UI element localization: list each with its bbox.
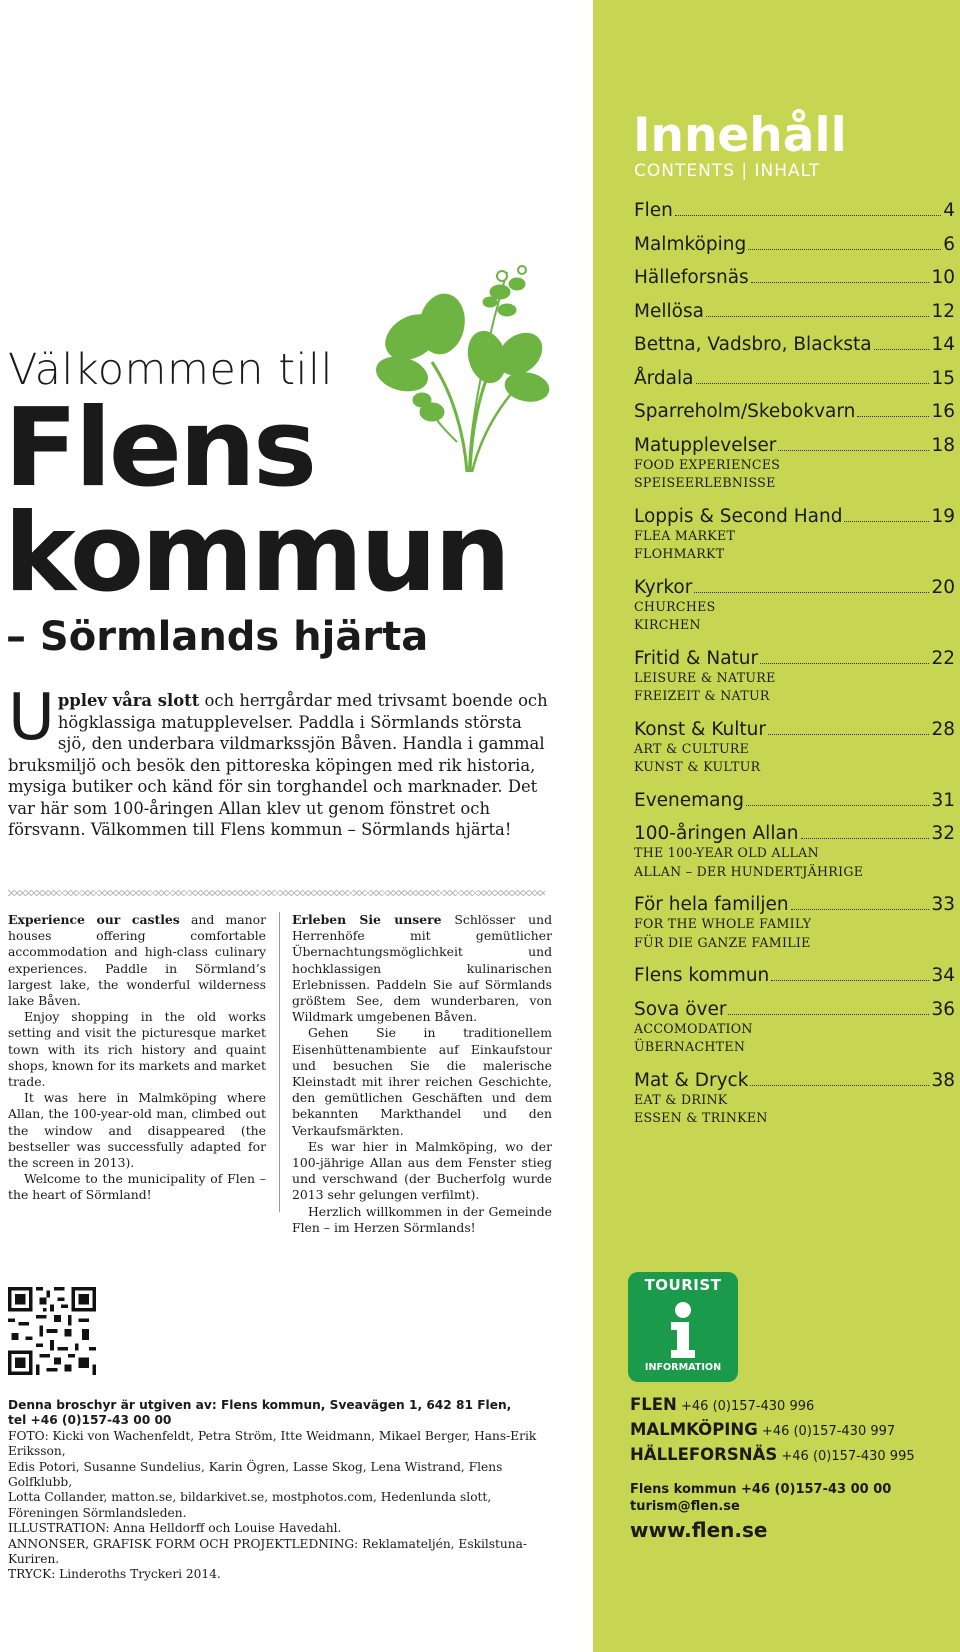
toc-label: Mat & Dryck <box>634 1069 749 1091</box>
intro-dropcap: U <box>8 681 55 755</box>
toc-translation: THE 100-YEAR OLD ALLAN <box>634 845 819 860</box>
toc-leader-dots <box>746 805 930 806</box>
german-column <box>292 912 552 1236</box>
toc-entry <box>634 577 955 635</box>
toc-page-number: 4 <box>943 200 955 221</box>
toc-page-number: 10 <box>931 267 955 288</box>
toc-entry <box>634 719 955 777</box>
toc-label: Evenemang <box>634 789 744 811</box>
imprint <box>8 1398 568 1583</box>
title-kommun: kommun <box>4 491 508 616</box>
toc-entry <box>634 648 955 706</box>
toc-translation: FOR THE WHOLE FAMILY <box>634 916 812 931</box>
toc-page-number: 38 <box>931 1069 955 1091</box>
english-bold: Experience our castles <box>8 912 180 927</box>
toc-leader-dots <box>791 909 930 910</box>
toc-page-number: 18 <box>931 434 955 456</box>
toc-row <box>634 301 955 322</box>
toc-page-number: 19 <box>931 505 955 527</box>
toc-translation: SPEISEERLEBNISSE <box>634 475 776 490</box>
toc-translation: ALLAN – DER HUNDERTJÄHRIGE <box>634 863 864 879</box>
toc-translation: ESSEN & TRINKEN <box>634 1110 768 1125</box>
toc-entry <box>634 965 955 986</box>
toc-row <box>634 719 955 740</box>
imprint-photo-4: Föreningen Sörmlandsleden. <box>8 1505 187 1520</box>
toc-translation: ART & CULTURE <box>634 740 750 756</box>
toc-page-number: 20 <box>931 576 955 598</box>
toc-entry <box>634 506 955 564</box>
toc-page-number: 14 <box>931 334 955 355</box>
toc-label: Flen <box>634 200 673 221</box>
toc-leader-dots <box>696 383 930 384</box>
malmkoping-office-name: MALMKÖPING <box>630 1420 758 1439</box>
toc-translation: KIRCHEN <box>634 617 701 632</box>
toc-translation: KUNST & KULTUR <box>634 759 761 774</box>
toc-entry <box>634 200 955 221</box>
toc-leader-dots <box>728 1014 929 1015</box>
imprint-publisher: Denna broschyr är utgiven av: Flens kommun, Sveavägen 1, 642 81 Flen, <box>8 1398 512 1412</box>
german-p3: Es war hier in Malmköping, wo der 100-jährige Allan aus dem Fenster stieg und verschwand (der Bucherfolg wurde 2013 sehr gelungen verfilmt). <box>292 1138 552 1203</box>
toc-label: Malmköping <box>634 233 747 255</box>
english-column <box>8 912 266 1204</box>
toc-leader-dots <box>760 663 929 664</box>
toc-translation: LEISURE & NATURE <box>634 669 776 685</box>
contents-title: Innehåll <box>633 108 847 163</box>
toc-row <box>634 790 955 811</box>
toc-translation: FÜR DIE GANZE FAMILIE <box>634 934 811 950</box>
toc-row <box>634 1070 955 1091</box>
flen-office-phone: +46 (0)157-430 996 <box>681 1399 815 1414</box>
intro-text: och herrgårdar med trivsamt boende och högklassiga matupplevelser. Paddla i Sörmlands största sjö, den underbara vildmarkssjön Båven. Handla i gammal bruksmiljö och besök den pittoreska köpingen med rik historia, mysiga butiker och känd för sin torghandel och marknader. Det var här som 100-åringen Allan klev ut genom fönstret och försvann. Välkommen till Flens kommun – Sörmlands hjärta! <box>8 691 548 839</box>
toc-row <box>634 334 955 355</box>
toc-label: Fritid & Natur <box>634 647 759 669</box>
toc-leader-dots <box>857 416 929 417</box>
toc-entry <box>634 435 955 493</box>
german-p2: Gehen Sie in traditionellem Eisenhüttenambiente auf Einkaufstour und besuchen Sie die malerische Kleinstadt mit ihrer reichen Geschichte, den gemütlichen Geschäften und dem bekannten Markthandel und den Verkaufsmärkten. <box>292 1025 552 1138</box>
german-p4: Herzlich willkommen in der Gemeinde Flen – im Herzen Sörmlands! <box>292 1203 552 1235</box>
toc-label: Kyrkor <box>634 576 693 598</box>
toc-leader-dots <box>844 521 929 522</box>
website-link[interactable]: www.flen.se <box>630 1518 768 1542</box>
toc-label: Hälleforsnäs <box>634 267 749 288</box>
toc-label: För hela familjen <box>634 894 789 915</box>
toc-page-number: 36 <box>931 998 955 1020</box>
toc-page-number: 28 <box>931 718 955 740</box>
toc-leader-dots <box>706 316 930 317</box>
intro-paragraph <box>8 681 548 841</box>
toc-entry <box>634 823 955 881</box>
toc-label: Flens kommun <box>634 965 770 986</box>
toc-row <box>634 200 955 221</box>
toc-row <box>634 823 955 844</box>
toc-translation: ÜBERNACHTEN <box>634 1039 746 1054</box>
subtitle-sormlands-hjarta: – Sörmlands hjärta <box>6 614 429 660</box>
toc-leader-dots <box>748 249 941 250</box>
toc-row <box>634 506 955 527</box>
toc-entry <box>634 234 955 255</box>
toc-entry <box>634 894 955 952</box>
toc-row <box>634 965 955 986</box>
imprint-ads: ANNONSER, GRAFISK FORM OCH PROJEKTLEDNING: Reklamateljén, Eskilstuna-Kuriren. <box>8 1536 527 1567</box>
toc-entry <box>634 401 955 422</box>
flen-office-name: FLEN <box>630 1395 677 1414</box>
toc-entry <box>634 999 955 1057</box>
toc-entry <box>634 790 955 811</box>
toc-row <box>634 401 955 422</box>
toc-translation: FOOD EXPERIENCES <box>634 456 781 472</box>
toc-label: 100-åringen Allan <box>634 823 799 844</box>
tourist-information-logo <box>628 1272 738 1382</box>
toc-entry <box>634 301 955 322</box>
contact-info <box>630 1393 950 1542</box>
column-rule <box>279 912 280 1212</box>
information-label: INFORMATION <box>644 1362 722 1373</box>
imprint-print: TRYCK: Linderoths Tryckeri 2014. <box>8 1567 221 1582</box>
toc-entry <box>634 368 955 389</box>
info-icon <box>651 1296 715 1360</box>
english-p4: Welcome to the municipality of Flen – the heart of Sörmland! <box>8 1171 266 1203</box>
toc-leader-dots <box>771 980 929 981</box>
imprint-illustration: ILLUSTRATION: Anna Helldorff och Louise Havedahl. <box>8 1521 342 1536</box>
email-link[interactable]: turism@flen.se <box>630 1499 740 1514</box>
toc-page-number: 31 <box>931 789 955 811</box>
table-of-contents <box>634 200 955 1141</box>
toc-row <box>634 368 955 389</box>
toc-leader-dots <box>778 450 929 451</box>
toc-leader-dots <box>874 349 930 350</box>
toc-page-number: 33 <box>931 894 955 915</box>
tourist-label: TOURIST <box>644 1276 722 1294</box>
toc-row <box>634 234 955 255</box>
toc-leader-dots <box>675 215 941 216</box>
german-bold: Erleben Sie unsere <box>292 912 442 927</box>
toc-label: Konst & Kultur <box>634 718 766 740</box>
imprint-phone: tel +46 (0)157-43 00 00 <box>8 1413 172 1428</box>
toc-row <box>634 435 955 456</box>
toc-label: Loppis & Second Hand <box>634 505 843 527</box>
english-p1: and manor houses offering comfortable accommodation and high-class culinary experiences. Paddle in Sörmland’s largest lake, the wonderful wilderness lake Båven. <box>8 912 266 1009</box>
toc-page-number: 22 <box>931 647 955 669</box>
halleforsnas-office-name: HÄLLEFORSNÄS <box>630 1445 778 1464</box>
toc-translation: CHURCHES <box>634 598 716 614</box>
toc-label: Matupplevelser <box>634 434 777 456</box>
halleforsnas-office-phone: +46 (0)157-430 995 <box>781 1449 915 1464</box>
qr-code <box>8 1287 96 1375</box>
toc-row <box>634 648 955 669</box>
toc-page-number: 12 <box>931 300 955 322</box>
sidebar-scalloped-edge <box>588 0 598 1652</box>
toc-label: Mellösa <box>634 300 704 322</box>
toc-page-number: 34 <box>931 965 955 986</box>
toc-translation: ACCOMODATION <box>634 1020 753 1036</box>
toc-entry <box>634 267 955 288</box>
toc-label: Årdala <box>634 367 694 389</box>
zigzag-divider <box>8 890 545 896</box>
imprint-photo-2: Edis Potori, Susanne Sundelius, Karin Ögren, Lasse Skog, Lena Wistrand, Flens Golfklubb, <box>8 1459 503 1490</box>
toc-label: Sparreholm/Skebokvarn <box>634 401 856 422</box>
english-p3: It was here in Malmköping where Allan, the 100-year-old man, climbed out the window and disappeared (the bestseller was successfully adapted for the screen in 2013). <box>8 1090 266 1171</box>
toc-page-number: 6 <box>943 233 955 255</box>
toc-row <box>634 267 955 288</box>
intro-bold: pplev våra slott <box>57 691 200 710</box>
german-p1: Schlösser und Herrenhöfe mit gemütlicher Übernachtungsmöglichkeit und hochklassigen kulinarischen Erlebnissen. Paddeln Sie auf Sörmlands größtem See, dem wunderbaren, von Wildmark umgebenen Båven. <box>292 912 552 1025</box>
malmkoping-office-phone: +46 (0)157-430 997 <box>761 1424 896 1439</box>
toc-entry <box>634 334 955 355</box>
imprint-photo-1: FOTO: Kicki von Wachenfeldt, Petra Ström, Itte Weidmann, Mikael Berger, Hans-Erik Eriksson, <box>8 1428 537 1459</box>
toc-page-number: 32 <box>931 823 955 844</box>
english-p2: Enjoy shopping in the old works setting and visit the picturesque market town with its rich history and quaint shops, known for its markets and market trade. <box>8 1009 266 1090</box>
toc-leader-dots <box>768 734 929 735</box>
toc-label: Sova över <box>634 998 727 1020</box>
toc-leader-dots <box>694 592 929 593</box>
toc-row <box>634 999 955 1020</box>
municipality-phone: Flens kommun +46 (0)157-43 00 00 <box>630 1482 892 1497</box>
toc-row <box>634 577 955 598</box>
imprint-photo-3: Lotta Collander, matton.se, bildarkivet.se, mostphotos.com, Hedenlunda slott, <box>8 1490 492 1505</box>
toc-leader-dots <box>801 838 930 839</box>
toc-leader-dots <box>751 282 930 283</box>
toc-page-number: 15 <box>931 367 955 389</box>
toc-translation: EAT & DRINK <box>634 1091 728 1107</box>
toc-translation: FLOHMARKT <box>634 546 725 561</box>
strawberry-plant-illustration <box>372 262 572 502</box>
welcome-heading: Välkommen till <box>8 345 333 395</box>
title-flens: Flens <box>4 386 315 511</box>
toc-label: Bettna, Vadsbro, Blacksta <box>634 334 872 355</box>
contents-subtitle: CONTENTS | INHALT <box>634 161 821 181</box>
toc-row <box>634 894 955 915</box>
toc-translation: FLEA MARKET <box>634 527 736 543</box>
toc-leader-dots <box>750 1085 929 1086</box>
toc-translation: FREIZEIT & NATUR <box>634 688 770 703</box>
toc-entry <box>634 1070 955 1128</box>
toc-page-number: 16 <box>931 401 955 422</box>
